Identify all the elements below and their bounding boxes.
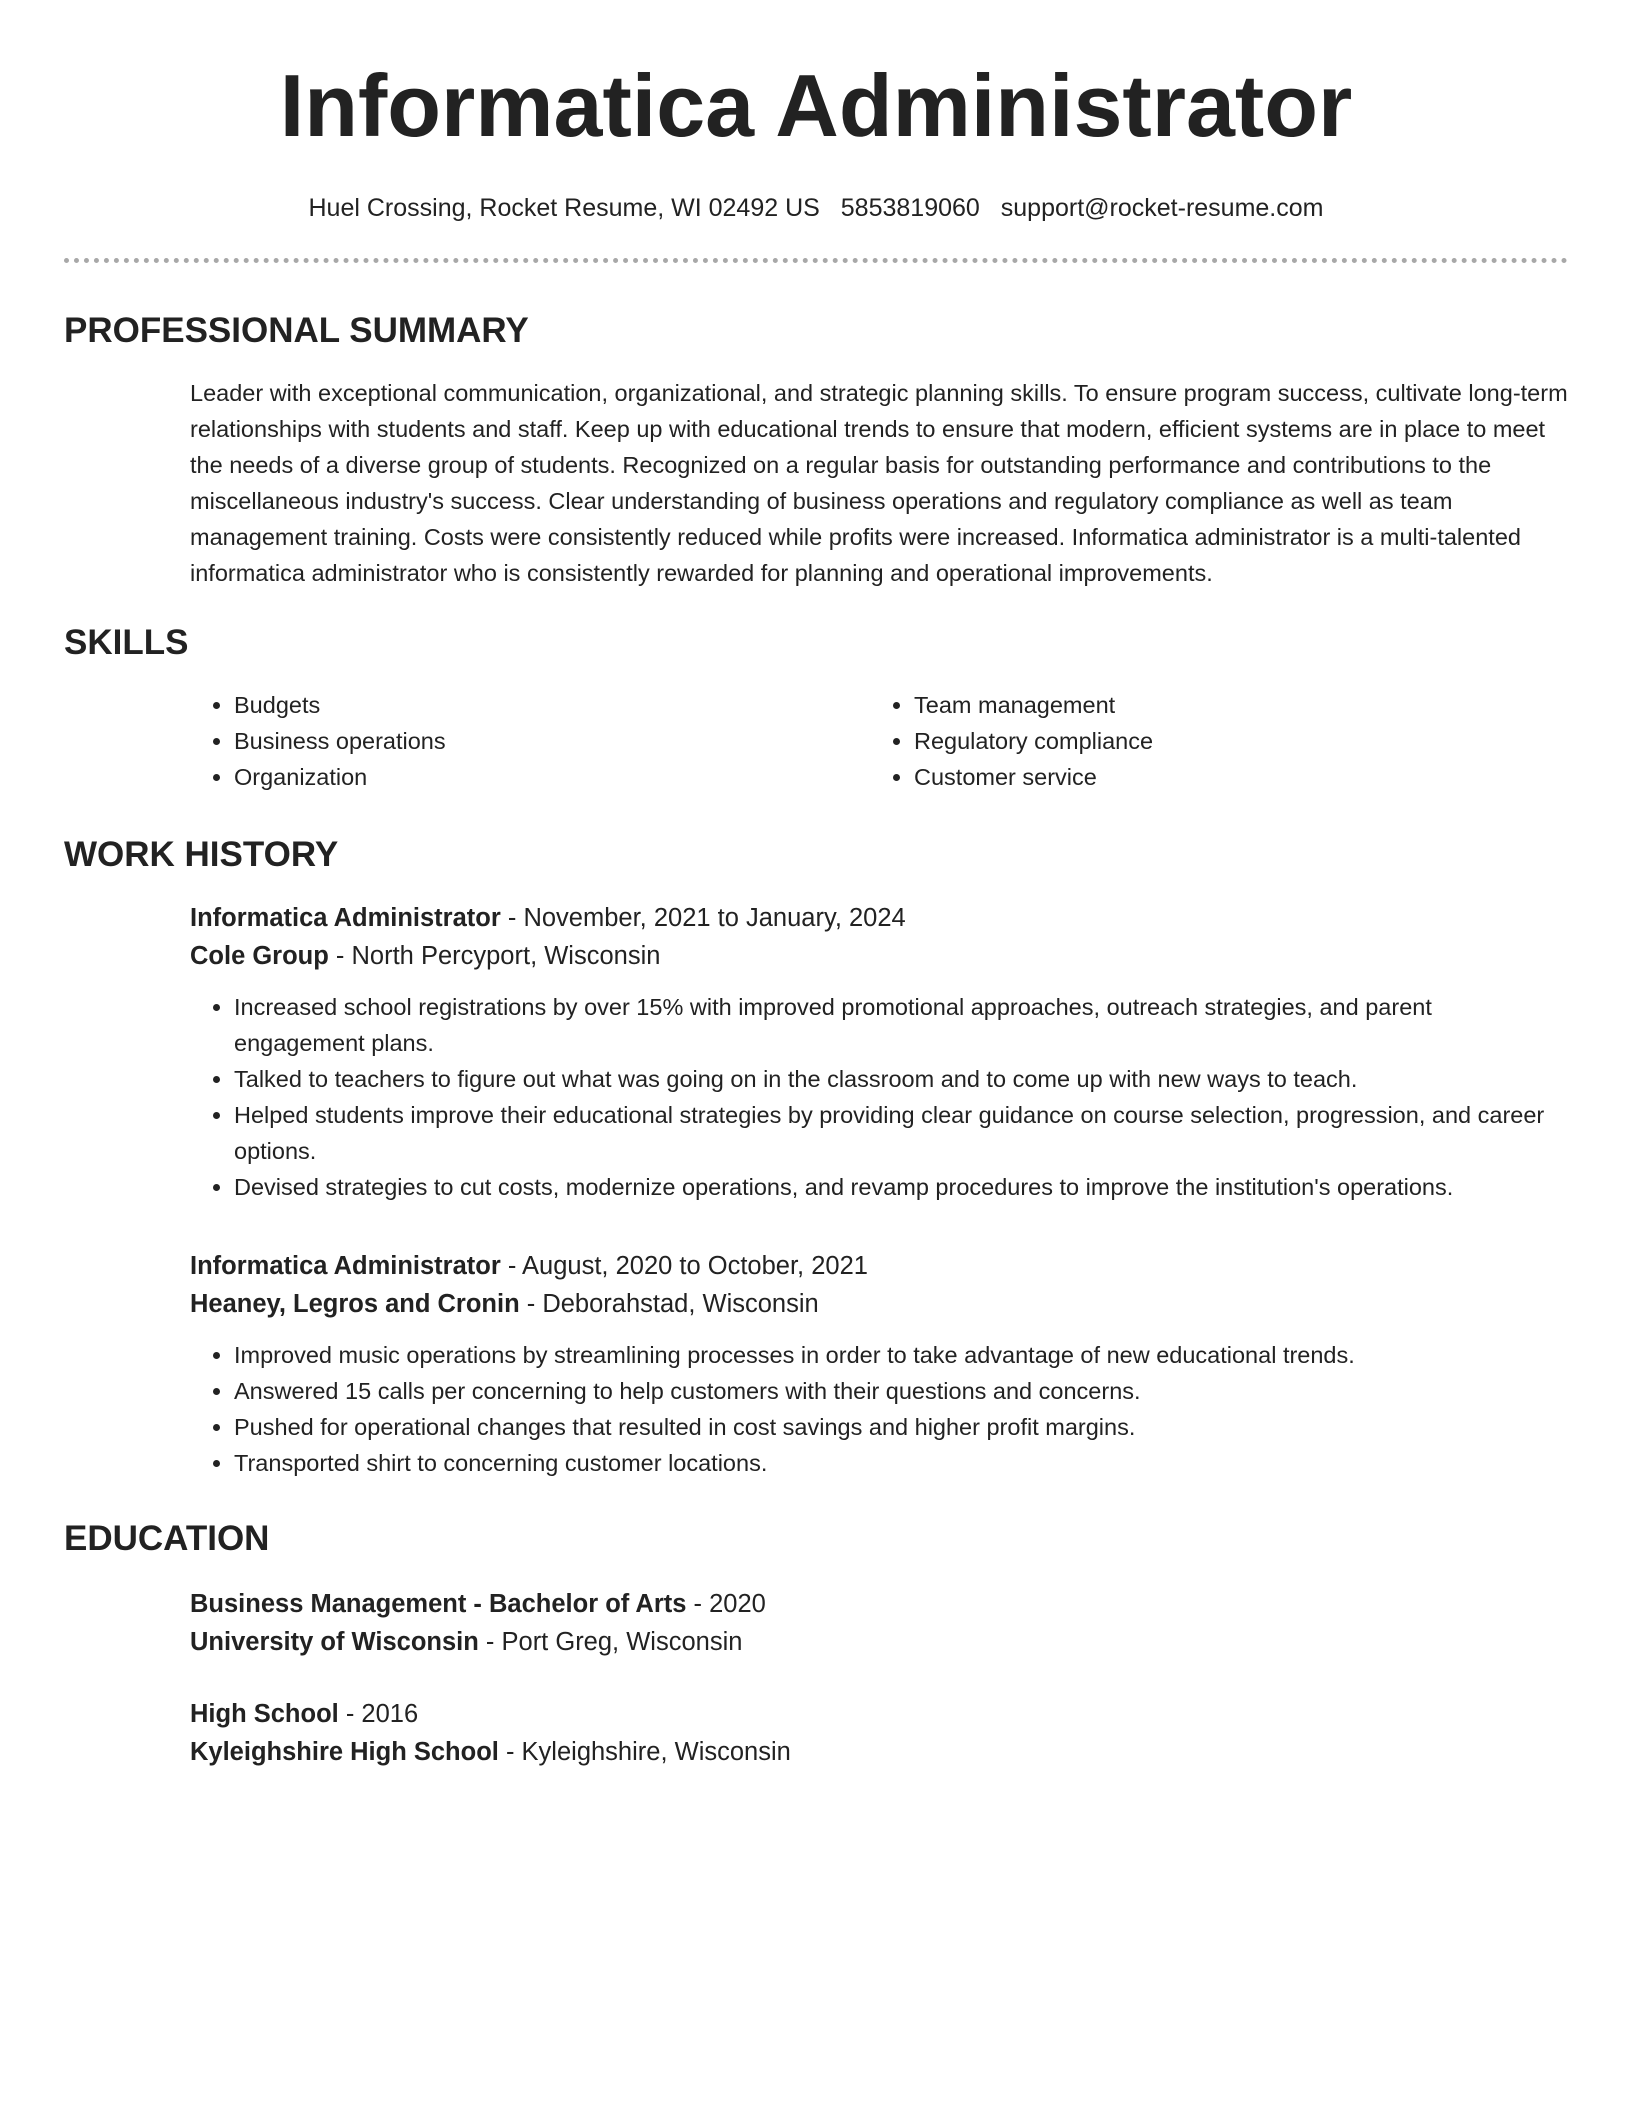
job-bullet: • Answered 15 calls per concerning to help customers with their questions and concerns. bbox=[234, 1373, 1568, 1409]
education-entry bbox=[190, 1585, 1568, 1661]
skill-item: • Regulatory compliance bbox=[914, 723, 1550, 759]
candidate-name: Informatica Administrator bbox=[279, 56, 1353, 155]
skill-item: • Business operations bbox=[234, 723, 870, 759]
job-company-line bbox=[190, 937, 1568, 975]
school-location: - Kyleighshire, Wisconsin bbox=[498, 1738, 791, 1766]
job-location: - North Percyport, Wisconsin bbox=[328, 942, 661, 970]
degree-year: - 2020 bbox=[686, 1590, 766, 1618]
degree-year: - 2016 bbox=[338, 1700, 419, 1728]
degree-name: High School bbox=[190, 1700, 339, 1728]
job-company: Cole Group bbox=[190, 942, 329, 970]
job-company-line bbox=[190, 1285, 1568, 1323]
skills-list bbox=[190, 687, 1568, 795]
skill-item: • Customer service bbox=[914, 759, 1550, 795]
job-company: Heaney, Legros and Cronin bbox=[190, 1290, 520, 1318]
job-title-line bbox=[190, 899, 1568, 937]
job-bullet: • Increased school registrations by over 15% with improved promotional approaches, outreach strategies, and parent engagement plans. bbox=[234, 989, 1568, 1061]
job-role: Informatica Administrator bbox=[190, 1252, 501, 1280]
phone-text: 5853819060 bbox=[840, 194, 980, 222]
skill-item: • Organization bbox=[234, 759, 870, 795]
address-text: Huel Crossing, Rocket Resume, WI 02492 US bbox=[308, 194, 820, 222]
education-entry bbox=[190, 1695, 1568, 1771]
skill-item: • Team management bbox=[914, 687, 1550, 723]
job-location: - Deborahstad, Wisconsin bbox=[519, 1290, 819, 1318]
skills-column-right bbox=[870, 687, 1550, 795]
job-bullets bbox=[190, 989, 1568, 1205]
summary-heading: PROFESSIONAL SUMMARY bbox=[64, 311, 529, 350]
school-location: - Port Greg, Wisconsin bbox=[478, 1628, 743, 1656]
email-text: support@rocket-resume.com bbox=[1000, 194, 1324, 222]
job-entry bbox=[190, 1247, 1568, 1481]
header-divider bbox=[64, 258, 1568, 263]
job-bullet: • Helped students improve their educational strategies by providing clear guidance on course selection, progression, and career options. bbox=[234, 1097, 1568, 1169]
job-bullet: • Devised strategies to cut costs, modernize operations, and revamp procedures to improve the institution's operations. bbox=[234, 1169, 1568, 1205]
school-name: University of Wisconsin bbox=[190, 1628, 479, 1656]
job-dates: - November, 2021 to January, 2024 bbox=[500, 904, 906, 932]
work-history-heading: WORK HISTORY bbox=[64, 835, 339, 874]
job-role: Informatica Administrator bbox=[190, 904, 501, 932]
school-name: Kyleighshire High School bbox=[190, 1738, 499, 1766]
summary-text: Leader with exceptional communication, organizational, and strategic planning skills. To ensure program success, cultivate long-term relationships with students and staff. Keep up with educational trends to ensure that modern, efficient systems are in place to meet the needs of a diverse group of students. Recognized on a regular basis for outstanding performance and contributions to the miscellaneous industry's success. Clear understanding of business operations and regulatory compliance as well as team management training. Costs were consistently reduced while profits were increased. Informatica administrator is a multi-talented informatica administrator who is consistently rewarded for planning and operational improvements. bbox=[190, 380, 1568, 586]
job-bullet: • Talked to teachers to figure out what was going on in the classroom and to come up with new ways to teach. bbox=[234, 1061, 1568, 1097]
skills-column-left bbox=[190, 687, 870, 795]
job-entry bbox=[190, 899, 1568, 1205]
education-heading: EDUCATION bbox=[64, 1519, 270, 1558]
job-dates: - August, 2020 to October, 2021 bbox=[500, 1252, 868, 1280]
job-bullet: • Improved music operations by streamlining processes in order to take advantage of new educational trends. bbox=[234, 1337, 1568, 1373]
degree-name: Business Management - Bachelor of Arts bbox=[190, 1590, 687, 1618]
job-title-line bbox=[190, 1247, 1568, 1285]
skill-item: • Budgets bbox=[234, 687, 870, 723]
job-bullet: • Transported shirt to concerning customer locations. bbox=[234, 1445, 1568, 1481]
school-line bbox=[190, 1623, 1568, 1661]
degree-line bbox=[190, 1585, 1568, 1623]
school-line bbox=[190, 1733, 1568, 1771]
degree-line bbox=[190, 1695, 1568, 1733]
job-bullets bbox=[190, 1337, 1568, 1481]
job-bullet: • Pushed for operational changes that resulted in cost savings and higher profit margins. bbox=[234, 1409, 1568, 1445]
skills-heading: SKILLS bbox=[64, 623, 189, 662]
contact-line bbox=[64, 192, 1568, 224]
